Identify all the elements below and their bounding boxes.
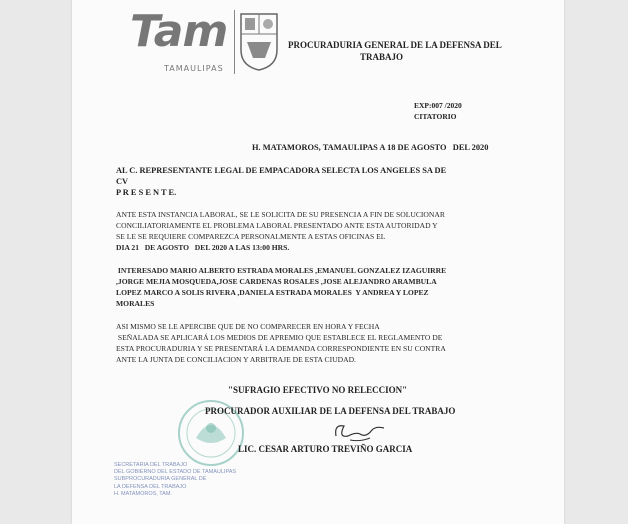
expediente-number: EXP:007 /2020 — [414, 101, 462, 110]
tamaulipas-logo: Tam — [130, 6, 228, 57]
interested-line4: MORALES — [116, 299, 155, 308]
stamp-line1: SECRETARIA DEL TRABAJO — [114, 462, 188, 468]
appointment-date: DIA 21 DE AGOSTO DEL 2020 A LAS 13:00 HRS. — [116, 243, 290, 252]
document-page — [72, 0, 564, 524]
tamaulipas-logo-subtext: TAMAULIPAS — [164, 64, 224, 73]
paragraph1-line1: ANTE ESTA INSTANCIA LABORAL, SE LE SOLICITA DE SU PRESENCIA A FIN DE SOLUCIONAR — [116, 210, 445, 219]
paragraph2-line3: ESTA PROCURADURIA Y SE PRESENTARÁ LA DEMANDA CORRESPONDIENTE EN SU CONTRA — [116, 344, 446, 353]
stamp-line2: DEL GOBIERNO DEL ESTADO DE TAMAULIPAS — [114, 469, 237, 476]
paragraph1-line3: SE LE SE REQUIERE COMPAREZCA PERSONALMENTE A ESTAS OFICINAS EL — [116, 232, 386, 241]
agency-name-line2: TRABAJO — [360, 52, 404, 62]
paragraph2-line4: ANTE LA JUNTA DE CONCILIACION Y ARBITRAJE DE ESTA CIUDAD. — [116, 355, 356, 364]
presente: P R E S E N T E. — [116, 188, 177, 197]
recipient-line1: AL C. REPRESENTANTE LEGAL DE EMPACADORA SELECTA LOS ANGELES SA DE — [116, 166, 447, 175]
signer-name: LIC. CESAR ARTURO TREVIÑO GARCIA — [238, 444, 413, 454]
document-type: CITATORIO — [414, 112, 457, 121]
stamp-line5: H. MATAMOROS, TAM. — [114, 490, 172, 497]
paragraph2-line2: SEÑALADA SE APLICARÁ LOS MEDIOS DE APREMIO QUE ESTABLECE EL REGLAMENTO DE — [116, 333, 443, 342]
paragraph1-line2: CONCILIATORIAMENTE EL PROBLEMA LABORAL PRESENTADO ANTE ESTA AUTORIDAD Y — [116, 221, 438, 230]
agency-name-line1: PROCURADURIA GENERAL DE LA DEFENSA DEL — [288, 40, 502, 50]
official-stamp — [114, 462, 294, 520]
paragraph2-line1: ASI MISMO SE LE APERCIBE QUE DE NO COMPARECER EN HORA Y FECHA — [116, 322, 380, 331]
recipient-line2: CV — [116, 177, 129, 186]
stamp-line3: SUBPROCURADURIA GENERAL DE — [114, 476, 207, 483]
interested-line3: LOPEZ MARCO A SOLIS RIVERA ,DANIELA ESTRADA MORALES Y ANDREA Y LOPEZ — [116, 288, 429, 297]
stamp-line4: LA DEFENSA DEL TRABAJO — [114, 483, 187, 490]
motto: "SUFRAGIO EFECTIVO NO RELECCION" — [228, 385, 408, 395]
place-date: H. MATAMOROS, TAMAULIPAS A 18 DE AGOSTO DEL 2020 — [252, 143, 489, 152]
coat-of-arms-icon — [234, 10, 283, 74]
signer-title: PROCURADOR AUXILIAR DE LA DEFENSA DEL TRABAJO — [205, 406, 456, 416]
interested-line2: ,JORGE MEJIA MOSQUEDA,JOSE CARDENAS ROSALES ,JOSE ALEJANDRO ARAMBULA — [116, 277, 437, 286]
interested-line1: INTERESADO MARIO ALBERTO ESTRADA MORALES ,EMANUEL GONZALEZ IZAGUIRRE — [116, 266, 447, 275]
